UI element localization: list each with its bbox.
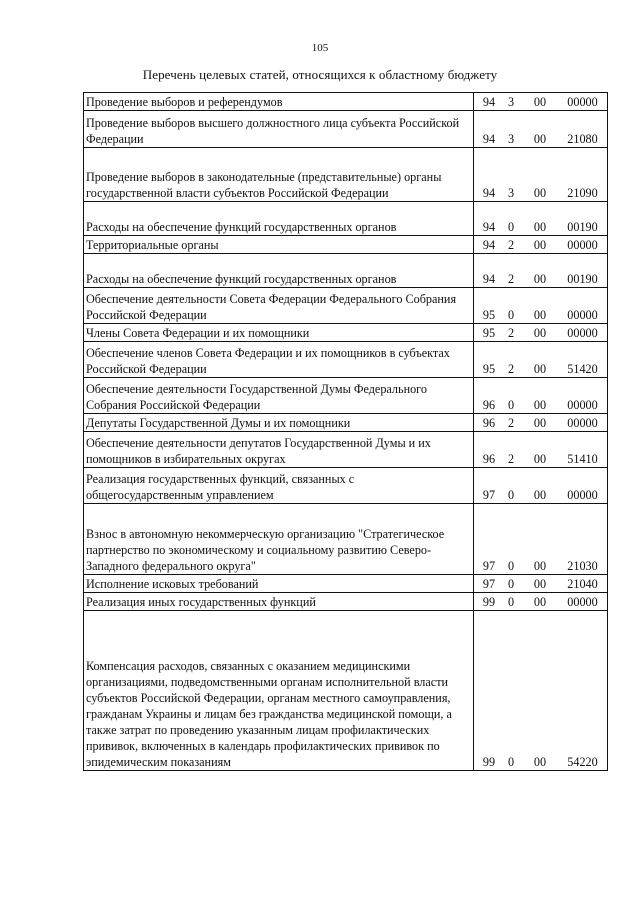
- code-program: 94: [482, 95, 496, 109]
- code-subprogram: 0: [507, 755, 515, 769]
- code-subprogram: 0: [507, 559, 515, 573]
- article-name: Реализация иных государственных функций: [84, 593, 474, 611]
- article-name: Компенсация расходов, связанных с оказанием медицинскими организациями, подведомственными органам исполнительной власти субъектов Российской Федерации, органам местного самоуправления, гражданам Украины и лицам без гражданства медицинской помощи, а также затрат по проведению указанным лицам профилактических прививок, включенных в календарь профилактических прививок по эпидемическим показаниям: [84, 611, 474, 771]
- code-subprogram: 2: [507, 326, 515, 340]
- code-group: 00: [533, 186, 547, 200]
- code-group: 00: [533, 272, 547, 286]
- code-group: 00: [533, 559, 547, 573]
- article-code: [474, 324, 608, 342]
- article-code: [474, 432, 608, 468]
- article-name: Обеспечение членов Совета Федерации и их помощников в субъектах Российской Федерации: [84, 342, 474, 378]
- table-row: [84, 236, 608, 254]
- code-direction: 21090: [567, 186, 598, 200]
- table-row: [84, 288, 608, 324]
- code-program: 96: [482, 398, 496, 412]
- article-code: [474, 611, 608, 771]
- code-group: 00: [533, 132, 547, 146]
- code-group: 00: [533, 452, 547, 466]
- code-direction: 00000: [567, 95, 598, 109]
- table-row: [84, 611, 608, 771]
- code-program: 95: [482, 362, 496, 376]
- article-name: Взнос в автономную некоммерческую организацию "Стратегическое партнерство по экономическому и социальному развитию Северо-Западного федерального округа": [84, 504, 474, 575]
- code-direction: 00000: [567, 398, 598, 412]
- code-program: 96: [482, 416, 496, 430]
- code-direction: 00000: [567, 595, 598, 609]
- article-name: Территориальные органы: [84, 236, 474, 254]
- code-group: 00: [533, 755, 547, 769]
- article-name: Обеспечение деятельности депутатов Государственной Думы и их помощников в избирательных округах: [84, 432, 474, 468]
- code-subprogram: 0: [507, 308, 515, 322]
- code-subprogram: 2: [507, 272, 515, 286]
- code-group: 00: [533, 308, 547, 322]
- code-program: 94: [482, 272, 496, 286]
- code-direction: 21030: [567, 559, 598, 573]
- document-title: Перечень целевых статей, относящихся к областному бюджету: [142, 67, 498, 82]
- table-row: [84, 254, 608, 288]
- table-row: [84, 148, 608, 202]
- article-code: [474, 468, 608, 504]
- article-name: Проведение выборов и референдумов: [84, 93, 474, 111]
- code-direction: 00000: [567, 238, 598, 252]
- code-program: 96: [482, 452, 496, 466]
- code-subprogram: 3: [507, 132, 515, 146]
- code-program: 97: [482, 488, 496, 502]
- code-subprogram: 0: [507, 595, 515, 609]
- article-name: Расходы на обеспечение функций государственных органов: [84, 254, 474, 288]
- code-group: 00: [533, 595, 547, 609]
- code-subprogram: 2: [507, 238, 515, 252]
- code-direction: 54220: [567, 755, 598, 769]
- code-subprogram: 3: [507, 186, 515, 200]
- code-direction: 21040: [567, 577, 598, 591]
- code-direction: 00000: [567, 308, 598, 322]
- code-direction: 00190: [567, 272, 598, 286]
- article-name: Проведение выборов в законодательные (представительные) органы государственной власти субъектов Российской Федерации: [84, 148, 474, 202]
- table-row: [84, 414, 608, 432]
- article-name: Реализация государственных функций, связанных с общегосударственным управлением: [84, 468, 474, 504]
- code-group: 00: [533, 326, 547, 340]
- table-row: [84, 378, 608, 414]
- article-code: [474, 148, 608, 202]
- article-name: Обеспечение деятельности Государственной Думы Федерального Собрания Российской Федерации: [84, 378, 474, 414]
- article-name: Проведение выборов высшего должностного лица субъекта Российской Федерации: [84, 111, 474, 148]
- table-row: [84, 342, 608, 378]
- table-row: [84, 593, 608, 611]
- code-group: 00: [533, 398, 547, 412]
- article-code: [474, 378, 608, 414]
- code-program: 97: [482, 559, 496, 573]
- article-code: [474, 236, 608, 254]
- code-subprogram: 2: [507, 362, 515, 376]
- code-subprogram: 2: [507, 452, 515, 466]
- code-group: 00: [533, 362, 547, 376]
- code-program: 95: [482, 308, 496, 322]
- code-direction: 00000: [567, 326, 598, 340]
- target-articles-table: [83, 92, 608, 771]
- code-group: 00: [533, 220, 547, 234]
- code-direction: 51410: [567, 452, 598, 466]
- code-direction: 21080: [567, 132, 598, 146]
- code-direction: 00000: [567, 488, 598, 502]
- code-group: 00: [533, 416, 547, 430]
- code-program: 99: [482, 595, 496, 609]
- table-row: [84, 468, 608, 504]
- code-subprogram: 0: [507, 220, 515, 234]
- code-direction: 00000: [567, 416, 598, 430]
- code-group: 00: [533, 95, 547, 109]
- article-code: [474, 288, 608, 324]
- table-row: [84, 111, 608, 148]
- article-name: Члены Совета Федерации и их помощники: [84, 324, 474, 342]
- article-code: [474, 342, 608, 378]
- code-direction: 00190: [567, 220, 598, 234]
- article-code: [474, 414, 608, 432]
- article-name: Расходы на обеспечение функций государственных органов: [84, 202, 474, 236]
- code-subprogram: 0: [507, 488, 515, 502]
- article-name: Исполнение исковых требований: [84, 575, 474, 593]
- code-group: 00: [533, 238, 547, 252]
- code-subprogram: 3: [507, 95, 515, 109]
- code-program: 94: [482, 220, 496, 234]
- code-subprogram: 2: [507, 416, 515, 430]
- table-row: [84, 202, 608, 236]
- table-row: [84, 504, 608, 575]
- code-program: 94: [482, 186, 496, 200]
- code-program: 94: [482, 238, 496, 252]
- code-group: 00: [533, 577, 547, 591]
- table-row: [84, 93, 608, 111]
- code-program: 99: [482, 755, 496, 769]
- code-program: 95: [482, 326, 496, 340]
- table-row: [84, 432, 608, 468]
- code-program: 97: [482, 577, 496, 591]
- article-code: [474, 504, 608, 575]
- article-code: [474, 93, 608, 111]
- article-code: [474, 202, 608, 236]
- code-subprogram: 0: [507, 398, 515, 412]
- table-row: [84, 324, 608, 342]
- code-subprogram: 0: [507, 577, 515, 591]
- article-code: [474, 575, 608, 593]
- article-code: [474, 254, 608, 288]
- article-name: Обеспечение деятельности Совета Федерации Федерального Собрания Российской Федерации: [84, 288, 474, 324]
- article-code: [474, 593, 608, 611]
- code-group: 00: [533, 488, 547, 502]
- page-number: 105: [311, 42, 329, 54]
- code-direction: 51420: [567, 362, 598, 376]
- table-row: [84, 575, 608, 593]
- code-program: 94: [482, 132, 496, 146]
- article-name: Депутаты Государственной Думы и их помощники: [84, 414, 474, 432]
- article-code: [474, 111, 608, 148]
